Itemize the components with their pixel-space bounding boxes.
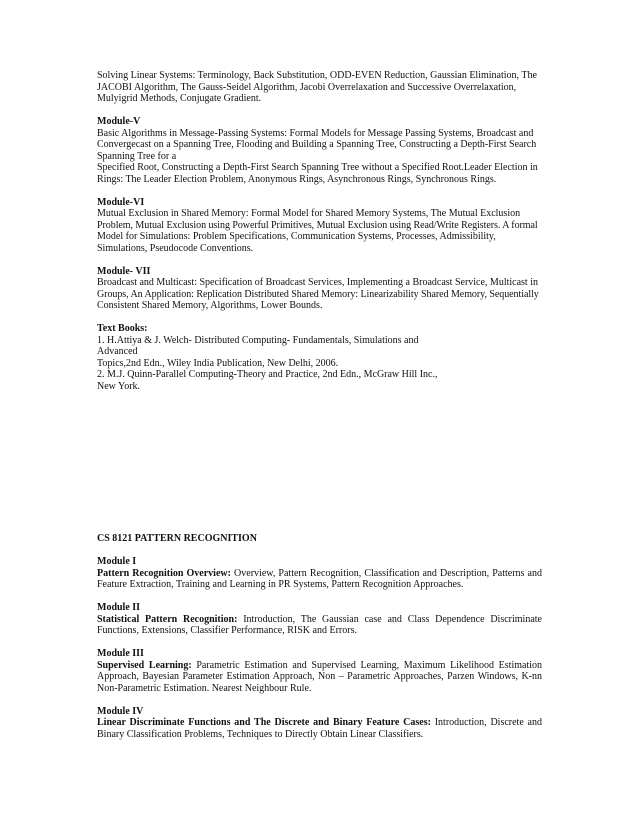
text-line: Advanced <box>97 346 138 357</box>
module-iv-text: Introduction, Discrete and Binary Classification Problems, Techniques to Directly Obtain Linear Classifiers. <box>97 717 543 740</box>
text-line: Solving Linear Systems: Terminology, Back Substitution, ODD-EVEN Reduction, Gaussian Elimination, The <box>97 70 537 81</box>
text-line: Mutual Exclusion in Shared Memory: Formal Model for Shared Memory Systems, The Mutual Exclusion <box>97 208 521 219</box>
text-line: 2. M.J. Quinn-Parallel Computing-Theory and Practice, 2nd Edn., McGraw Hill Inc., <box>97 369 438 380</box>
text-line: Basic Algorithms in Message-Passing Systems: Formal Models for Message Passing Systems, Broadcast and <box>97 127 534 139</box>
module-iii-body <box>97 660 542 695</box>
text-line: Convergecast on a Spanning Tree, Flooding and Building a Spanning Tree, Constructing a Depth-First Search <box>97 139 537 150</box>
text-line: Broadcast and Multicast: Specification of Broadcast Services, Implementing a Broadcast Service, Multicast in <box>97 277 538 288</box>
text-line: Problem, Mutual Exclusion using Powerful Primitives, Mutual Exclusion using Read/Write Registers. A formal <box>97 219 538 231</box>
module-ii-heading: Module II <box>97 602 141 613</box>
pattern-recognition-section <box>97 533 542 740</box>
module-vii-heading: Module- VII <box>97 265 151 277</box>
module-vi-heading: Module-VI <box>97 196 145 208</box>
module-i-heading: Module I <box>97 556 137 567</box>
module-i-text: Overview, Pattern Recognition, Classification and Description, Patterns and Feature Extraction, Training and Learning in PR Systems, Pattern Recognition Approaches. <box>97 567 542 590</box>
text-line: Simulations, Pseudocode Conventions. <box>97 242 254 254</box>
module-iii-text: Parametric Estimation and Supervised Learning, Maximum Likelihood Estimation Approach, Bayesian Parameter Estimation Approach, Non – Parametric Approaches, Parzen Windows, K-nn Non-Parametric Estimation. Nearest Neighbour Rule. <box>97 659 542 694</box>
text-books-heading: Text Books: <box>97 323 148 334</box>
module-i-lead: Pattern Recognition Overview: <box>97 567 231 579</box>
module-v-body <box>97 128 542 186</box>
module-ii-lead: Statistical Pattern Recognition: <box>97 613 238 625</box>
text-line: JACOBI Algorithm, The Gauss-Seidel Algorithm, Jacobi Overrelaxation and Successive Overrelaxation, <box>97 81 517 93</box>
module-v-heading: Module-V <box>97 116 141 127</box>
module-i-body <box>97 568 542 591</box>
module-iv-heading: Module IV <box>97 705 144 717</box>
module-ii-body <box>97 614 542 637</box>
text-line: Rings: The Leader Election Problem, Anonymous Rings, Asynchronous Rings, Synchronous Rings. <box>97 173 497 185</box>
module-iii-heading: Module III <box>97 648 144 659</box>
distributed-computing-section <box>97 70 542 392</box>
course-title: CS 8121 PATTERN RECOGNITION <box>97 533 257 544</box>
module-ii-text: Introduction, The Gaussian case and Class Dependence Discriminate Functions, Extensions, Classifier Performance, RISK and Errors. <box>97 613 542 636</box>
text-line: Model for Simulations: Problem Specifications, Communication Systems, Processes, Admissibility, <box>97 231 496 242</box>
text-line: Groups, An Application: Replication Distributed Shared Memory: Linearizability Shared Memory, Sequentially <box>97 288 539 300</box>
text-line: Spanning Tree for a <box>97 150 177 162</box>
intro-paragraph <box>97 70 542 105</box>
module-vii-body <box>97 277 542 312</box>
text-line: New York. <box>97 380 141 392</box>
text-line: Mulyigrid Methods, Conjugate Gradient. <box>97 93 262 104</box>
module-iii-lead: Supervised Learning: <box>97 659 192 671</box>
module-iv-body <box>97 717 542 740</box>
text-line: Topics,2nd Edn., Wiley India Publication, New Delhi, 2006. <box>97 357 339 369</box>
text-line: Specified Root, Constructing a Depth-First Search Spanning Tree without a Specified Root.Leader Election in <box>97 162 538 173</box>
module-iv-lead: Linear Discriminate Functions and The Discrete and Binary Feature Cases: <box>97 717 431 728</box>
text-line: 1. H.Attiya & J. Welch- Distributed Computing- Fundamentals, Simulations and <box>97 334 419 346</box>
text-line: Consistent Shared Memory, Algorithms, Lower Bounds. <box>97 300 323 311</box>
text-books-list <box>97 335 542 393</box>
module-vi-body <box>97 208 542 254</box>
